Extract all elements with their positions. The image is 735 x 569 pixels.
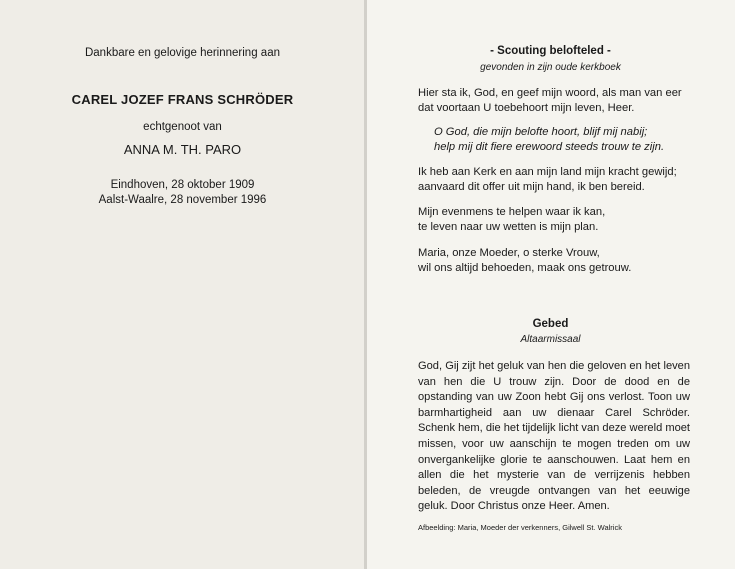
stanza-1 xyxy=(418,86,690,116)
stanza-line: dat voortaan U toebehoort mijn leven, Heer. xyxy=(418,102,635,114)
prayer-title: Gebed xyxy=(532,318,569,330)
stanza-line: O God, die mijn belofte hoort, blijf mij nabij; xyxy=(434,126,648,138)
intro-text: Dankbare en gelovige herinnering aan xyxy=(84,47,280,59)
stanza-line: te leven naar uw wetten is mijn plan. xyxy=(418,221,599,233)
stanza-3 xyxy=(418,165,690,195)
stanza-line: Hier sta ik, God, en geef mijn woord, als man van eer xyxy=(418,87,682,99)
stanza-line: help mij dit fiere erewoord steeds trouw te zijn. xyxy=(434,141,665,153)
stanza-4 xyxy=(418,205,690,235)
stanza-5 xyxy=(418,246,690,276)
image-credit: Afbeelding: Maria, Moeder der verkenners, Gilwell St. Walrick xyxy=(418,523,622,532)
stanza-line: Ik heb aan Kerk en aan mijn land mijn kracht gewijd; xyxy=(418,166,677,178)
stanza-line: aanvaard dit offer uit mijn hand, ik ben bereid. xyxy=(418,181,645,193)
death-line: Aalst-Waalre, 28 november 1996 xyxy=(98,194,267,206)
deceased-name: CAREL JOZEF FRANS SCHRÖDER xyxy=(71,92,294,107)
stanza-line: Mijn evenmens te helpen waar ik kan, xyxy=(418,206,606,218)
spouse-name: ANNA M. TH. PARO xyxy=(123,142,242,157)
left-panel xyxy=(0,0,365,569)
prayer-text: God, Gij zijt het geluk van hen die geloven en het leven van hen die U trouw zijn. Door de dood en de opstanding van uw Zoon hebt Gij ons verlost. Toon uw barmhartigheid aan uw dienaar Carel Schröder. Schenk hem, die het tijdelijk licht van deze wereld moet missen, voor uw aanschijn te mogen treden om uw onvergankelijke glorie te aanschouwen. Laat hem en allen die het mysterie van de verrijzenis hebben beleden, de vreugde ontvangen van het eeuwige geluk. Door Christus onze Heer. Amen. xyxy=(418,360,690,513)
card-fold xyxy=(364,0,367,569)
dates xyxy=(0,178,365,208)
spouse-label: echtgenoot van xyxy=(143,121,222,133)
prayer-subtitle: Altaarmissaal xyxy=(520,334,581,345)
poem-subtitle: gevonden in zijn oude kerkboek xyxy=(480,62,621,73)
birth-line: Eindhoven, 28 oktober 1909 xyxy=(110,179,255,191)
stanza-line: wil ons altijd behoeden, maak ons getrouw. xyxy=(418,262,632,274)
stanza-2 xyxy=(434,125,694,155)
poem-title: - Scouting belofteled - xyxy=(490,45,611,57)
stanza-line: Maria, onze Moeder, o sterke Vrouw, xyxy=(418,247,600,259)
